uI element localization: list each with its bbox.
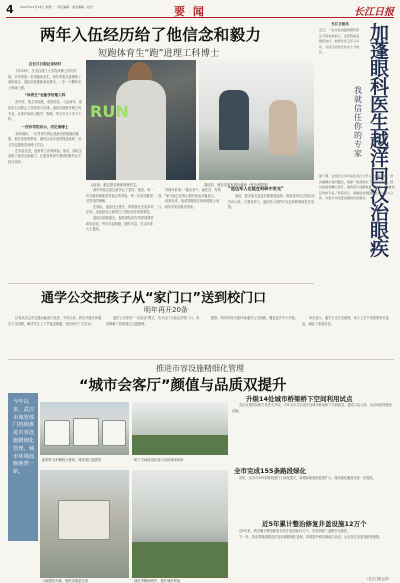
caption-bridge-park: 桥下空间改造后成为市民休闲场所 xyxy=(134,458,184,462)
caption-trucks: 新型环卫车辆投入使用，城市清扫更高效 xyxy=(42,458,102,462)
photo-run-sign: RUN xyxy=(90,102,129,121)
story3-minor-head-3: 近5年累计整治修复井盖设施12万个 xyxy=(262,520,367,528)
story2-subheadline: 明年再开20条 xyxy=(144,306,188,314)
story2-headline: 通学公交把孩子从“家门口”送到校门口 xyxy=(41,291,267,306)
story1-sidebar-heading: “退伍军人也能在科研中发光” xyxy=(228,186,284,191)
story1-mid-column-2: 导师评价他：“踏实肯干，能吃苦，有韧劲。”如今他已在核心期刊发表多篇论文。 谈到未来，他希望继续在科研道路上前行，用所学知识服务国家。 xyxy=(158,188,221,209)
divider-2 xyxy=(8,359,394,360)
story2-col-2: 通学公交采用“一站直达”模式，从小区门口直达学校门口，有效缓解了校园周边交通拥堵。 xyxy=(106,316,200,326)
page-number: 4 xyxy=(6,3,14,16)
photo-greenbelt xyxy=(132,470,228,578)
section-title: 要 闻 xyxy=(174,5,206,18)
caption-runner: 入伍前，姜宏是名校体育特长生。 xyxy=(90,183,140,187)
divider-1 xyxy=(8,283,314,284)
story1-para-1: 今年29岁，在武汉理工大学攻读博士学位的他，早年曾是一名短跑体育生。两年军旅生涯锤炼了他的意志，退伍后他重新拿起课本，一步一个脚印走上科研之路。 xyxy=(8,69,82,90)
caption-toilet: 公厕提档升级，便民设施更完善 xyxy=(42,579,89,583)
story2-col-3: 据悉，明年将再开通20条通学公交线路，覆盖更多中小学校。 xyxy=(211,316,298,320)
issue-meta: 2024年12月23日 星期一 · 责任编辑 · 美术编辑 · 校对 xyxy=(20,5,93,9)
photo-trucks xyxy=(40,402,129,455)
story1-headline: 两年入伍经历给了他信念和毅力 xyxy=(40,26,262,44)
caption-greenbelt: 绿化带精细养护，提升城市颜值 xyxy=(134,579,181,583)
story1-sidebar-text: 他说，很多战友退伍后都面临选择，他希望用自己的经历告诉大家，只要肯努力，退伍军人同样可以在科研领域发光发热。 xyxy=(228,194,315,210)
story3-signoff: （长江日报记者） xyxy=(365,577,392,581)
story1-subheadline: 短跑体育生“跑”进理工科博士 xyxy=(98,48,220,59)
story1-para-4: 在实验室里，他常常工作到深夜。他说，部队生活给了他信念和毅力，让他在科研中遇到困难时从不轻言放弃。 xyxy=(8,148,82,164)
masthead xyxy=(6,3,394,18)
story1-subhead-3: 一次补考的启示，决定读博士 xyxy=(21,124,69,129)
story2-col-1: 记者从武汉市交通运输部门获悉，今年以来，我市开通多条通学公交线路，解决学生上下学接送难题，受到家长广泛好评。 xyxy=(8,316,102,326)
story3-kicker: 推进市容设施精细化管理 xyxy=(156,364,244,373)
story1-para-3: 本科期间，一次考试失利让他意识到基础的重要，他反复钻研教材，最终以优异成绩保送读研，后又决定继续攻读博士学位。 xyxy=(8,131,82,147)
paper-logo: 长江日报 xyxy=(354,7,394,18)
story3-intro-box: 今年以来，武汉市城管部门持续推进市容设施精细化管理，城市环境面貌焕然一新。 xyxy=(8,393,38,541)
story1-subhead-2: “体育生”也能学好理工科 xyxy=(24,93,66,98)
story3-col-3: 近5年来，我市累计整治修复各类井盖设施12万个，有效消除了道路安全隐患。 下一步，我市将继续推进市容设施精细化管理，持续提升城市颜值与品质，让市民生活更加舒适便捷。 xyxy=(239,529,383,539)
story3-minor-head-2: 全市完成155条路段绿化 xyxy=(234,467,307,475)
story1-mid-column-1: 两年军旅生涯让他学会了坚持。他说，每一次长跑训练都是对意志的考验，每一次站岗都是对责任的理解。 在部队，他担任过班长，带领战友完成多项任务。这段经历让他明白了团队协作的重要性。 退伍回到校园后，他把部队的作风带进课堂和实验室，每天早起晨跑，按时作息，学习效率大大提高。 xyxy=(86,188,154,232)
story3-headline: “城市会客厅”颜值与品质双提升 xyxy=(79,378,287,394)
story3-col-2: 同时，全市对155条路段进行了绿化提升，新增绿地面积显著扩大，城市绿化覆盖率进一步提高。 xyxy=(239,476,376,480)
right-column-story xyxy=(319,22,395,322)
right-vertical-headline: 加蓬眼科医生越洋回汉治眼疾 xyxy=(369,22,389,260)
photo-public-toilet xyxy=(40,470,129,578)
story1-subhead-1: 在长江日报社采访时 xyxy=(28,62,62,66)
story2-col-4: 家长表示，通学公交安全便捷，孩子上学不再需要家长接送，减轻了家庭负担。 xyxy=(302,316,389,326)
photo-bridge-park xyxy=(132,402,228,455)
caption-lab: 退伍后，他在实验室进行科研（受访者供图） xyxy=(204,183,270,187)
story1-left-column xyxy=(8,60,82,280)
right-body-text: 据了解，这位医生多年前在武汉大学人民医院进修，此次眼睛出现问题后，他第一时间联系了当年的老师。经过检查和精心治疗，他的视力逐渐恢复。他说：“我就信任你的专家。”医院表示，将继续加强国际医疗交流与合作，为更多外国患者提供优质服务。 xyxy=(319,174,395,201)
story1-para-2: 高中时，他主攻短跑，成绩优异。入伍两年，部队的生活教会了他坚持与自律。退伍后他报考理工科专业，从零开始补习数学、物理，每天学习十多个小时。 xyxy=(8,100,82,122)
photo-lab xyxy=(199,60,314,180)
story3-minor-head-1: 升级14处城市桥梁桥下空间利用试点 xyxy=(246,395,353,403)
right-vertical-subheadline: 我就信任你的专家 xyxy=(354,86,362,158)
right-narrow-text: 长江日报讯 近日，一位来自加蓬的眼科医生专程来到武汉，在医院接受眼疾治疗。他曾在武汉学习多年，对武汉的医疗技术十分信任。 xyxy=(319,22,360,55)
photo-runner xyxy=(86,60,196,180)
story3-col-1: 武汉市城管局相关负责人介绍，今年全市共完成多处城市桥梁桥下空间改造，建成口袋公园、运动场地等便民设施。 xyxy=(232,403,392,413)
